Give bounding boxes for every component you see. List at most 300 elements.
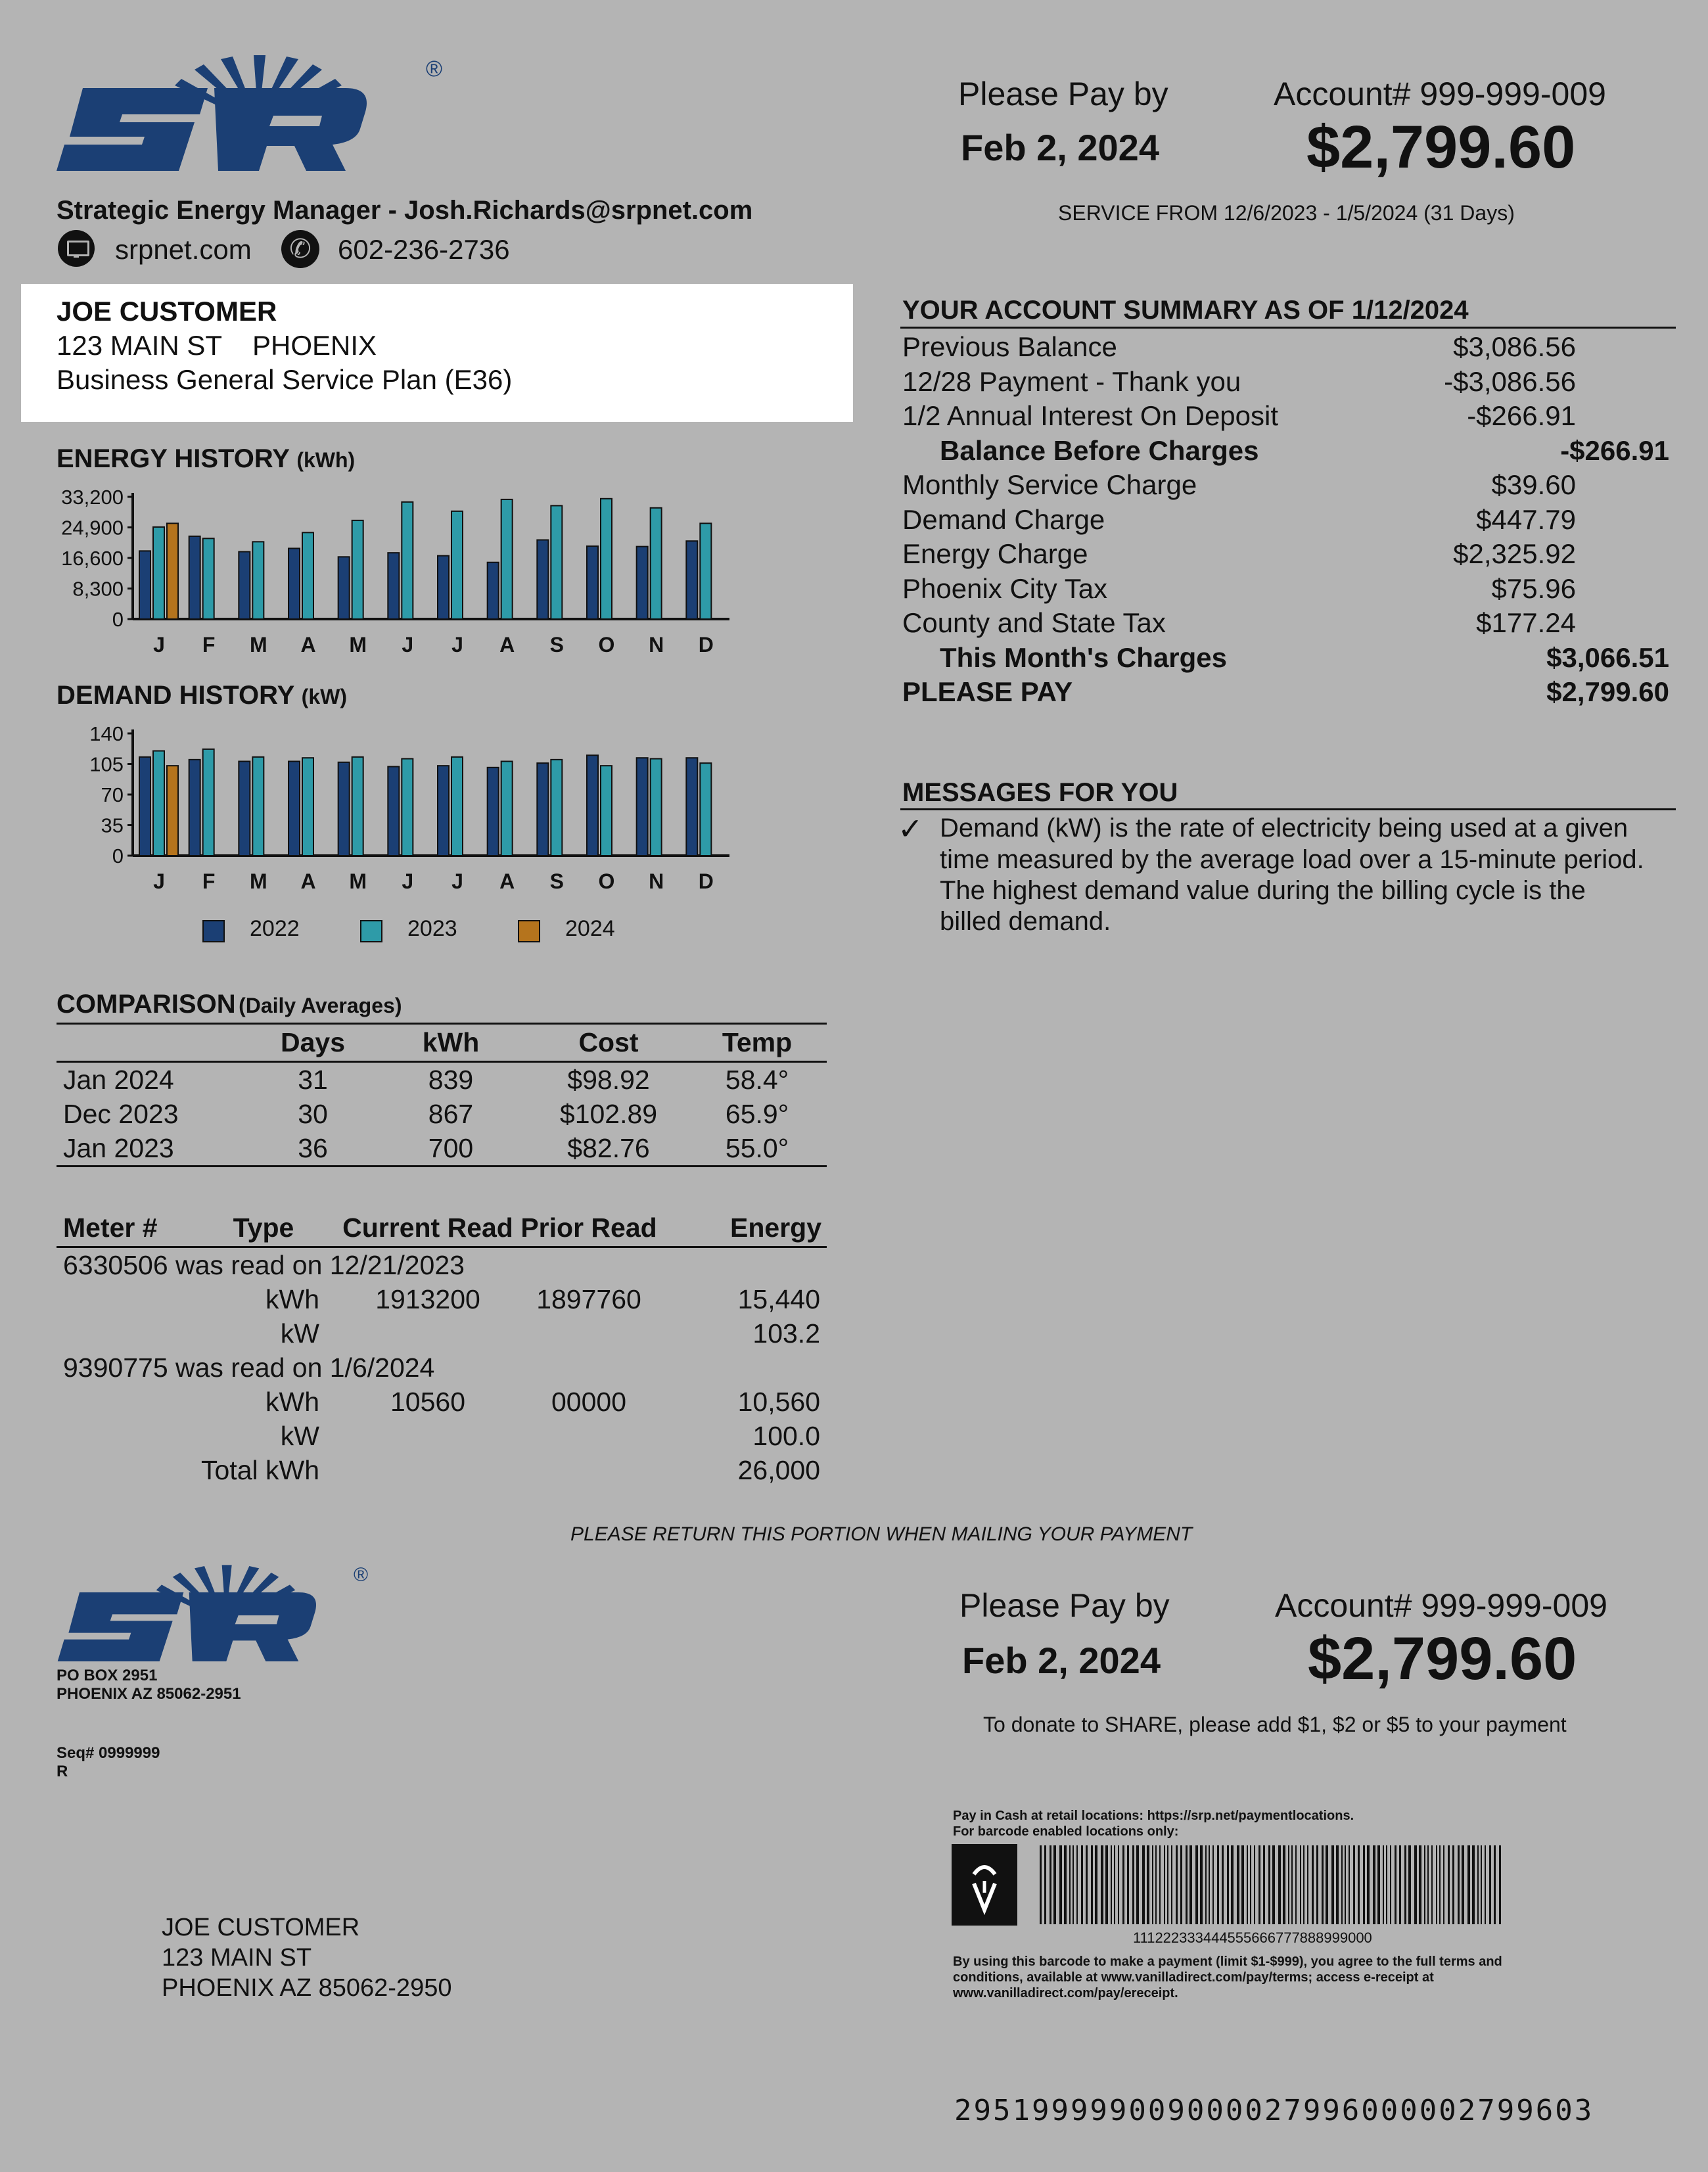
donate-note: To donate to SHARE, please add $1, $2 or $5 to your payment: [983, 1713, 1567, 1736]
summary-label: 12/28 Payment - Thank you: [902, 365, 1241, 397]
barcode-bar: [1081, 1845, 1083, 1924]
barcode-bar: [1189, 1845, 1192, 1924]
barcode-bar: [1167, 1845, 1168, 1924]
barcode-bar: [1059, 1845, 1062, 1924]
message-line: time measured by the average load over a 15-minute period.: [940, 845, 1644, 874]
bar-2022: [438, 766, 449, 856]
barcode-bar: [1212, 1845, 1214, 1924]
barcode-bar: [1247, 1845, 1248, 1924]
barcode-bar: [1367, 1845, 1370, 1924]
x-tick-label: J: [402, 869, 414, 893]
barcode-bar: [1373, 1845, 1375, 1924]
customer-city: PHOENIX: [252, 330, 377, 361]
meter-energy: 10,560: [737, 1386, 820, 1417]
meter-header: Prior Read: [520, 1212, 657, 1243]
legend-swatch-2022: [202, 920, 225, 942]
summary-amount: $2,799.60: [1546, 676, 1669, 707]
stub-due-date: Feb 2, 2024: [962, 1640, 1161, 1681]
meter-type: kW: [280, 1420, 319, 1451]
comparison-title-text: COMPARISON: [57, 990, 236, 1019]
comparison-title: [57, 990, 402, 1019]
barcode-bar: [1399, 1845, 1401, 1924]
barcode-bar: [1489, 1845, 1491, 1924]
barcode-bar: [1118, 1845, 1119, 1924]
vanilla-direct-icon: [952, 1844, 1017, 1926]
barcode-bar: [1069, 1845, 1071, 1924]
comparison-cell: $102.89: [559, 1098, 658, 1129]
y-tick-label: 33,200: [61, 486, 124, 509]
comparison-cell: 30: [298, 1098, 328, 1129]
message-line: Demand (kW) is the rate of electricity being used at a given: [940, 814, 1628, 843]
comparison-cell: 36: [298, 1132, 328, 1163]
meter-energy: 100.0: [752, 1420, 820, 1451]
x-tick-label: J: [153, 869, 165, 893]
account-number: Account# 999-999-009: [1274, 76, 1606, 112]
meter-read-info: 9390775 was read on 1/6/2024: [63, 1352, 435, 1383]
comparison-cell: 55.0°: [725, 1132, 789, 1163]
barcode-bar: [1040, 1845, 1042, 1924]
comparison-cell: 58.4°: [725, 1064, 789, 1095]
meter-header: Energy: [730, 1212, 821, 1243]
table-row: [57, 1062, 827, 1098]
barcode-bar: [1499, 1845, 1501, 1924]
comparison-header: Temp: [722, 1027, 793, 1057]
summary-amount: $75.96: [1491, 572, 1576, 604]
comparison-cell: 65.9°: [725, 1098, 789, 1129]
barcode-bar: [1101, 1845, 1103, 1924]
x-tick-label: J: [451, 869, 463, 893]
summary-label: Energy Charge: [902, 538, 1088, 569]
x-tick-label: M: [250, 869, 267, 893]
summary-label: Balance Before Charges: [940, 434, 1259, 466]
cash-payment-line: Pay in Cash at retail locations: https://srp.net/paymentlocations.: [953, 1809, 1354, 1823]
energy-history-title-text: ENERGY HISTORY: [57, 444, 290, 473]
summary-label: PLEASE PAY: [902, 676, 1073, 707]
barcode-bar: [1095, 1845, 1097, 1924]
x-tick-label: J: [402, 633, 414, 657]
bar-2022: [637, 547, 648, 619]
x-tick-label: O: [598, 869, 615, 893]
bar-2022: [139, 757, 150, 856]
bar-2023: [601, 499, 612, 619]
barcode-bar: [1044, 1845, 1046, 1924]
x-tick-label: M: [349, 633, 367, 657]
barcode-bar: [1064, 1845, 1067, 1924]
barcode-bar: [1485, 1845, 1486, 1924]
x-tick-label: A: [499, 633, 515, 657]
bar-2023: [153, 751, 164, 856]
meter-header: Current Read: [342, 1212, 513, 1243]
meter-read-info: 6330506 was read on 12/21/2023: [63, 1249, 465, 1280]
barcode-bar: [1427, 1845, 1429, 1924]
barcode-bar: [1180, 1845, 1182, 1924]
bar-2023: [203, 749, 214, 856]
bar-2022: [289, 762, 300, 856]
bar-2022: [239, 551, 250, 619]
meter-header: Meter #: [63, 1212, 158, 1243]
legend-label-2022: 2022: [250, 916, 300, 941]
summary-rule: [900, 327, 1676, 329]
bar-2023: [402, 759, 413, 856]
barcode-terms-line: conditions, available at www.vanilladirect.com/pay/terms; access e-receipt at: [953, 1970, 1434, 1985]
legend-swatch-2023: [360, 920, 382, 942]
barcode-bar: [1250, 1845, 1251, 1924]
bar-2022: [388, 553, 399, 619]
barcode-bar: [1241, 1845, 1244, 1924]
rate-plan: Business General Service Plan (E36): [57, 364, 513, 395]
barcode-bar: [1307, 1845, 1308, 1924]
bar-2023: [501, 499, 513, 619]
bar-2022: [289, 548, 300, 619]
bar-2023: [651, 759, 662, 856]
customer-name: JOE CUSTOMER: [57, 296, 277, 327]
y-tick-label: 8,300: [72, 577, 124, 601]
bar-2023: [153, 527, 164, 619]
barcode-bar: [1209, 1845, 1210, 1924]
comparison-cell: 700: [428, 1132, 474, 1163]
barcode-bar: [1263, 1845, 1265, 1924]
table-row: [57, 1351, 827, 1385]
y-tick-label: 24,900: [61, 516, 124, 540]
bar-2023: [651, 508, 662, 619]
demand-history-title: [57, 681, 347, 710]
x-tick-label: J: [153, 633, 165, 657]
demand-history-title-text: DEMAND HISTORY: [57, 681, 294, 710]
comparison-header-row: [57, 1024, 827, 1062]
barcode-terms-line: www.vanilladirect.com/pay/ereceipt.: [953, 1986, 1178, 2000]
barcode-bar: [1076, 1845, 1078, 1924]
bar-2022: [686, 541, 697, 619]
barcode-bar: [1205, 1845, 1207, 1924]
meter-energy: 103.2: [752, 1318, 820, 1349]
table-row: [57, 1385, 827, 1419]
barcode-bar: [1383, 1845, 1384, 1924]
table-row: [57, 1419, 827, 1453]
barcode-bar: [1132, 1845, 1134, 1924]
message-line: The highest demand value during the billing cycle is the: [940, 876, 1586, 905]
barcode-bar: [1408, 1845, 1411, 1924]
comparison-header: kWh: [422, 1027, 480, 1057]
website-icon: [58, 230, 95, 267]
mailing-city: PHOENIX AZ 85062-2950: [162, 1974, 452, 2002]
comparison-table: [57, 1024, 827, 1167]
barcode-bar: [1363, 1845, 1365, 1924]
meter-type: kWh: [265, 1386, 319, 1417]
x-tick-label: N: [649, 633, 664, 657]
barcode-bar: [1227, 1845, 1229, 1924]
barcode-bar: [1439, 1845, 1441, 1924]
barcode-terms-line: By using this barcode to make a payment (limit $1-$999), you agree to the full terms and: [953, 1954, 1502, 1969]
summary-amount: $3,066.51: [1546, 641, 1669, 673]
check-icon: ✓: [898, 812, 923, 846]
messages-title: MESSAGES FOR YOU: [902, 778, 1178, 807]
summary-amount: $2,325.92: [1453, 538, 1576, 569]
x-tick-label: A: [499, 869, 515, 893]
barcode-bar: [1404, 1845, 1406, 1924]
barcode-bar: [1164, 1845, 1165, 1924]
amount-due: $2,799.60: [1306, 114, 1576, 181]
y-tick-label: 35: [101, 814, 124, 837]
summary-title: YOUR ACCOUNT SUMMARY AS OF 1/12/2024: [902, 296, 1469, 325]
demand-history-unit: (kW): [301, 685, 347, 708]
barcode-bar: [1291, 1845, 1293, 1924]
meter-total-label: Total kWh: [201, 1454, 319, 1485]
sequence-number: Seq# 0999999: [57, 1744, 160, 1762]
bar-2022: [189, 760, 200, 856]
barcode-bar: [1452, 1845, 1454, 1924]
mailing-street: 123 MAIN ST: [162, 1944, 312, 1972]
return-portion-note: PLEASE RETURN THIS PORTION WHEN MAILING YOUR PAYMENT: [570, 1523, 1193, 1545]
bar-2022: [338, 762, 350, 856]
meter-type: kW: [280, 1318, 319, 1349]
barcode-bar: [1358, 1845, 1360, 1924]
payment-barcode: [1040, 1845, 1508, 1926]
barcode-bar: [1155, 1845, 1157, 1924]
bar-2023: [700, 763, 711, 856]
barcode-bar: [1254, 1845, 1255, 1924]
meter-header: Type: [233, 1212, 294, 1243]
bar-2022: [488, 563, 499, 619]
meter-prior-read: 00000: [551, 1386, 626, 1417]
barcode-bar: [1050, 1845, 1051, 1924]
table-row: [57, 1316, 827, 1351]
messages-rule: [900, 808, 1676, 810]
x-tick-label: A: [300, 869, 316, 893]
barcode-bar: [1481, 1845, 1482, 1924]
bar-2024: [167, 766, 178, 856]
barcode-bar: [1349, 1845, 1350, 1924]
barcode-bar: [1258, 1845, 1260, 1924]
barcode-bar: [1136, 1845, 1139, 1924]
barcode-bar: [1326, 1845, 1328, 1924]
summary-label: County and State Tax: [902, 607, 1166, 638]
bar-2022: [388, 766, 399, 856]
pay-by-label: Please Pay by: [958, 76, 1168, 112]
comparison-cell: Jan 2023: [63, 1132, 174, 1163]
barcode-bar: [1322, 1845, 1324, 1924]
summary-amount: -$266.91: [1560, 434, 1669, 466]
barcode-bar: [1477, 1845, 1479, 1924]
legend-label-2023: 2023: [407, 916, 457, 941]
meter-current-read: 10560: [390, 1386, 465, 1417]
table-row: [57, 1247, 827, 1283]
summary-label: This Month's Charges: [940, 641, 1228, 673]
barcode-bar: [1353, 1845, 1355, 1924]
barcode-bar: [1414, 1845, 1417, 1924]
barcode-bar: [1278, 1845, 1281, 1924]
summary-amount: -$266.91: [1467, 400, 1576, 431]
meter-type: kWh: [265, 1283, 319, 1314]
barcode-bar: [1147, 1845, 1149, 1924]
micr-scanline: 295199999009000027996000002799603: [954, 2094, 1594, 2127]
barcode-bar: [1341, 1845, 1343, 1924]
y-tick-label: 16,600: [61, 547, 124, 570]
barcode-bar: [1467, 1845, 1470, 1924]
bar-2022: [189, 536, 200, 619]
barcode-bar: [1237, 1845, 1239, 1924]
summary-label: Demand Charge: [902, 503, 1105, 535]
comparison-cell: Dec 2023: [63, 1098, 179, 1129]
summary-amount: $447.79: [1476, 503, 1576, 535]
summary-amount: -$3,086.56: [1444, 365, 1576, 397]
comparison-cell: $98.92: [567, 1064, 650, 1095]
registered-mark: ®: [426, 57, 443, 81]
summary-label: Previous Balance: [902, 331, 1117, 362]
y-tick-label: 0: [112, 608, 124, 631]
barcode-bar: [1127, 1845, 1129, 1924]
barcode-bar: [1390, 1845, 1391, 1924]
bar-2022: [338, 557, 350, 619]
barcode-bar: [1472, 1845, 1475, 1924]
barcode-bar: [1176, 1845, 1178, 1924]
barcode-bar: [1231, 1845, 1234, 1924]
barcode-bar: [1295, 1845, 1297, 1924]
barcode-bar: [1073, 1845, 1074, 1924]
barcode-bar: [1424, 1845, 1425, 1924]
stub-amount-due: $2,799.60: [1308, 1625, 1577, 1692]
chart-legend: [202, 916, 662, 945]
barcode-bar: [1316, 1845, 1318, 1924]
x-tick-label: D: [698, 633, 714, 657]
y-tick-label: 70: [101, 783, 124, 806]
barcode-bar: [1312, 1845, 1314, 1924]
summary-amount: $39.60: [1491, 469, 1576, 500]
customer-address-box: [21, 284, 853, 422]
energy-manager-contact: Strategic Energy Manager - Josh.Richards@srpnet.com: [57, 196, 753, 225]
comparison-header: [57, 1024, 254, 1062]
bar-2023: [302, 532, 313, 619]
stub-account-number: Account# 999-999-009: [1275, 1587, 1607, 1624]
summary-label: Phoenix City Tax: [902, 572, 1108, 604]
table-row: [57, 1097, 827, 1131]
x-tick-label: S: [549, 869, 565, 893]
comparison-cell: 839: [428, 1064, 474, 1095]
bar-2023: [252, 542, 264, 619]
barcode-bar: [1268, 1845, 1270, 1924]
x-tick-label: A: [300, 633, 316, 657]
barcode-bar: [1142, 1845, 1145, 1924]
barcode-bar: [1443, 1845, 1444, 1924]
x-tick-label: J: [451, 633, 463, 657]
bar-2023: [302, 758, 313, 856]
y-tick-label: 105: [89, 752, 124, 776]
barcode-bar: [1283, 1845, 1285, 1924]
bar-2023: [352, 520, 363, 619]
phone-icon: ✆: [281, 230, 319, 268]
phone-link[interactable]: 602-236-2736: [338, 234, 510, 265]
barcode-bar: [1053, 1845, 1056, 1924]
bar-2023: [700, 523, 711, 619]
bar-2024: [167, 523, 178, 619]
barcode-bar: [1386, 1845, 1387, 1924]
meter-current-read: 1913200: [375, 1283, 480, 1314]
stub-pay-by-label: Please Pay by: [959, 1587, 1170, 1624]
barcode-bar: [1336, 1845, 1339, 1924]
bar-2023: [451, 757, 463, 856]
bar-2023: [352, 757, 363, 856]
bar-2023: [551, 505, 562, 619]
summary-label: 1/2 Annual Interest On Deposit: [902, 400, 1279, 431]
barcode-bar: [1114, 1845, 1115, 1924]
bar-2022: [239, 762, 250, 856]
barcode-bar: [1186, 1845, 1188, 1924]
barcode-bar: [1448, 1845, 1450, 1924]
barcode-digits: 111222333444555666777888999000: [1133, 1929, 1372, 1946]
barcode-bar: [1217, 1845, 1219, 1924]
legend-label-2024: 2024: [565, 916, 615, 941]
energy-history-unit: (kWh): [296, 448, 356, 472]
vanilla-direct-logo: [952, 1844, 1017, 1926]
barcode-bar: [1272, 1845, 1275, 1924]
srp-logo: [57, 53, 425, 171]
x-tick-label: N: [649, 869, 664, 893]
bar-2022: [139, 551, 150, 619]
bar-2022: [537, 763, 548, 856]
comparison-header: Cost: [578, 1027, 639, 1057]
bar-2023: [501, 762, 513, 856]
barcode-bar: [1331, 1845, 1334, 1924]
customer-street: 123 MAIN ST: [57, 330, 223, 361]
message-line: billed demand.: [940, 907, 1111, 936]
barcode-bar: [1436, 1845, 1437, 1924]
po-box: PO BOX 2951: [57, 1667, 158, 1684]
barcode-bar: [1222, 1845, 1224, 1924]
x-tick-label: O: [598, 633, 615, 657]
barcode-locations-line: For barcode enabled locations only:: [953, 1824, 1179, 1839]
comparison-cell: $82.76: [567, 1132, 650, 1163]
comparison-cell: 31: [298, 1064, 328, 1095]
barcode-bar: [1091, 1845, 1093, 1924]
bar-2022: [637, 758, 648, 856]
barcode-bar: [1152, 1845, 1153, 1924]
comparison-header: Days: [280, 1027, 345, 1057]
barcode-bar: [1300, 1845, 1301, 1924]
energy-history-title: [57, 444, 355, 474]
bar-2022: [438, 556, 449, 619]
summary-label: Monthly Service Charge: [902, 469, 1197, 500]
table-row: [57, 1453, 827, 1487]
bar-2023: [601, 766, 612, 856]
meter-header-row: [57, 1209, 827, 1247]
barcode-bar: [1431, 1845, 1433, 1924]
sequence-code: R: [57, 1763, 68, 1780]
table-row: [57, 1131, 827, 1167]
y-tick-label: 0: [112, 844, 124, 867]
bar-2022: [686, 758, 697, 856]
website-link[interactable]: srpnet.com: [115, 234, 252, 265]
summary-amount: $177.24: [1476, 607, 1576, 638]
barcode-bar: [1159, 1845, 1161, 1924]
barcode-bar: [1458, 1845, 1460, 1924]
service-period: SERVICE FROM 12/6/2023 - 1/5/2024 (31 Days): [1058, 201, 1515, 225]
table-row: [57, 1282, 827, 1316]
x-tick-label: M: [250, 633, 267, 657]
meter-energy: 15,440: [737, 1283, 820, 1314]
x-tick-label: F: [202, 869, 216, 893]
bar-2023: [451, 511, 463, 619]
x-tick-label: S: [549, 633, 565, 657]
barcode-bar: [1303, 1845, 1304, 1924]
x-tick-label: D: [698, 869, 714, 893]
due-date: Feb 2, 2024: [961, 127, 1159, 168]
barcode-bar: [1111, 1845, 1112, 1924]
barcode-bar: [1288, 1845, 1289, 1924]
meter-total-energy: 26,000: [737, 1454, 820, 1485]
meter-prior-read: 1897760: [536, 1283, 641, 1314]
barcode-bar: [1395, 1845, 1396, 1924]
bar-2022: [587, 755, 598, 856]
summary-amount: $3,086.56: [1453, 331, 1576, 362]
